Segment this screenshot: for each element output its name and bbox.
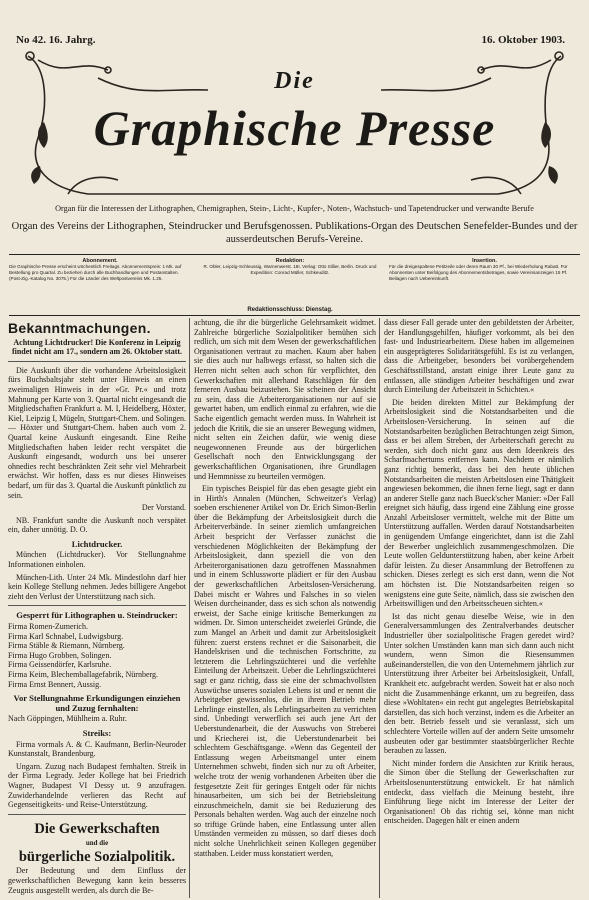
paragraph: München-Lith. Unter 24 Mk. Mindestlohn darf hier kein Kollege Stellung nehmen. Jedes billigere Angebot zieht den Verlust der Unterstützung nach sich.: [8, 572, 186, 601]
paragraph: Nach Göppingen, Mühlheim a. Ruhr.: [8, 714, 127, 724]
masthead-die: Die: [274, 68, 315, 94]
firm-list-item: Firma Romen-Zumerich.: [8, 622, 88, 632]
insertion-text: Für die dreigespaltene Petitzeile oder deren Raum 30 Pf., bei Wiederholung Rabatt. Für Abonnenten unter Beifolgung des Abonnementsbetrages, sowie Vereinsanzeigen 15 Pf. Beilagen nach Uebereinkunft.: [389, 264, 568, 281]
heading-gesperrt: Gesperrt für Lithographen u. Steindrucker:: [16, 610, 178, 621]
paragraph: Ist das nicht genau dieselbe Weise, wie in den Generalversammlungen des Zentralverbandes deutscher Industrieller über sozialpolitische Fragen geredet wird? Unter solchen Umständen kann man sich dann auch nicht wundern, wenn Simon die Riesensummen außeinanderstellen, die von den Unternehmern jährlich zur Unterstützung ihrer Arbeiter bei Arbeitslosigkeit, Unfall, Krankheit etc. aufgebracht werden. Soweit hat er also noch nicht die Zusammenhänge erkannt, um zu begreifen, dass diese »Wohltaten« ein recht gut angelegtes Betriebskapital darstellen, das sich hoch verzinst, indem es die Arbeiter an den betr. Betrieb fesselt und sie veranlasst, sich um schlechtere Vorteile willen auf der andern Seite umsomehr ausbeuten oder gar bestimmter staatsbürgerlicher Rechte berauben zu lassen.: [384, 611, 574, 756]
column-3: [384, 318, 574, 829]
paragraph: Firma vormals A. & C. Kaufmann, Berlin-Neuroder Kunstanstalt, Brandenburg.: [8, 739, 186, 759]
column-1: [8, 318, 186, 898]
paragraph: München (Lichtdrucker). Vor Stellungnahme Informationen einholen.: [8, 550, 186, 570]
firm-list-item: Firma Hugo Grobben, Solingen.: [8, 650, 112, 660]
masthead: [8, 48, 581, 200]
notice-achtung: Achtung Lichtdrucker! Die Konferenz in Leipzig findet nicht am 17., sondern am 26. Oktober statt.: [11, 337, 183, 357]
paragraph: Nicht minder fordern die Ansichten zur Kritik heraus, die Simon über die Stellung der Gewerkschaften zur Arbeitslosenunterstützung entwickelt. Er hat nämlich entdeckt, dass vielfach die Meinung besteht, ihre Einführung liege nicht im Interesse der Leiter der Organisationen! Ob das richtig sei, könne man nicht entscheiden. Dagegen hält er einen andern: [384, 758, 574, 826]
divider: [8, 605, 186, 606]
insertion-box: [389, 258, 580, 282]
heading-streiks: Streiks:: [82, 727, 112, 738]
column-rule: [379, 318, 380, 898]
column-2: [194, 318, 376, 861]
paragraph: achtung, die ihr die bürgerliche Gelehrsamkeit widmet. Zahlreiche bürgerliche Sozialpolitiker bemühen sich redlich, um sich mit dem Wesen der gewerkschaftlichen Organisationen vertraut zu machen. Kaum aber haben sie dies auch nur halbwegs erfasst, so halten sich die Herren nicht selten auch schon für verpflichtet, den Gewerkschaften mit allerhand Ratschlägen für den ferneren Ausbau beizustehen. Sie scheinen der Ansicht zu sein, dass die Arbeiterorganisationen nur auf sie gewartet haben, um endlich einmal zu erfahren, wie die Sache eigentlich gemacht werden muss. In Wahrheit ist jedoch die Kritik, die sie an unserer Bewegung widmen, nicht selten ein Zeichen dafür, wie wenig diese neugewonnenen Freunde aus der bürgerlichen Gesellschaft noch den Entwicklungsgang der gewerkschaftlichen Organisationen, ihre Grundlagen und Hemmnisse zu beurteilen vermögen.: [194, 318, 376, 481]
issue-line: [16, 34, 565, 48]
insertion-title: Insertion.: [472, 258, 497, 264]
heading-und-die: und die: [85, 838, 109, 847]
redaktion-title: Redaktion:: [275, 258, 305, 264]
signature-vorstand: Der Vorstand.: [141, 503, 186, 513]
paragraph: Ein typisches Beispiel für das eben gesagte giebt ein in Hirth's Annalen (München, Schweitzer's Verlag) soeben erschienener Artikel von Dr. Erich Simon-Berlin über die Bekämpfung der Arbeitslosigkeit durch die Arbeiterverbände. In seiner ziemlich umfangreichen Arbeit bespricht der Verfasser zunächst die verschiedenen Möglichkeiten der Bekämpfung der Arbeitslosigkeit, dann speziell die von den Arbeiterorganisationen dazu getroffenen Massnahmen und in einem Schlussworte plädiert er für den Ausbau der gewerkschaftlichen Arbeitslosen-Versicherung. Dabei mischt er Wahres und Falsches in so vielen Weisen durcheinander, dass es sich schon als notwendig erweist, der Sache einige kritische Bemerkungen zu widmen. Dr. Simon unterscheidet zweierlei Gründe, die zum Mangel an Arbeit und damit zur Arbeitslosigkeit führen: zuerst erstens rechnet er die Saisonarbeit, die Handelskrisen und die technischen Fortschritte, zu letzterem die Lehrlingszüchterei und die verfehlte Einteilung der Arbeitszeit. Ueber die Lehrlingszüchterei sagt er ganz richtig, dass sie eine der schmachvollsten Auswüchse unseres sozialen Lebens ist und er nennt die Arbeitgeber gewissenlos, die in ihrem Betrieb mehr Lehrlinge einstellen, als Lehrlingsarbeiten zu verrichten sind. Unbedingt verwerflich sei auch jene Art der Ueberstundenarbeit, die der Auswuchs von Streberei und Kriecherei ist, die Ueberstundenarbeit bei schlechtem Geschäftsgange. »Wenn das Gegenteil der Entlassung wegen Arbeitsmangel unter einem Unternehmen schwebt, finden sich nur zu oft Arbeiter, welche trotz der wenig vorhandenen Arbeiten über die festgesetzte Zeit für geringes Entgelt oder für nichts hinausarbeiten, um sich bei der Betriebsleitung einzuschmeicheln, damit sie bei Reduzierung des Personals behalten werden. Wag auch der einzelne noch so triftige Gründe haben, eine Entlassung unter allen Umständen vermeiden zu müssen, so darf dieses doch nicht solche Unehrlichkeit seinen Kollegen gegenüber statthaben. Leider muss konstatiert werden,: [194, 484, 376, 858]
paragraph: Ungarn. Zuzug nach Budapest fernhalten. Streik in der Firma Legrady. Jeder Kollege hat bei Friedrich Wagner, Budapest VI Dessy ut. 9 anzufragen. Zuwiderhandelnde verlieren das Recht auf Gegenseitigkeits- und Reise-Unterstützung.: [8, 761, 186, 810]
heading-bekanntmachungen: Bekanntmachungen.: [8, 320, 151, 336]
heading-lichtdrucker: Lichtdrucker.: [71, 538, 123, 549]
organ-line-2: Organ des Vereins der Lithographen, Steindrucker und Berufsgenossen. Publikations-Organ des Deutschen Senefelder-Bundes und der ausserdeutschen Berufs-Vereine.: [11, 221, 578, 245]
paragraph: Der Bedeutung und dem Einfluss der gewerkschaftlichen Bewegung kann kein besseres Zeugnis ausgestellt werden, als durch die Be-: [8, 866, 186, 895]
column-rule: [189, 318, 190, 898]
paragraph-nb: NB. Frankfurt sandte die Auskunft noch verspätet ein, daher unnötig. D. O.: [8, 515, 186, 535]
redaktion-text: R. Obler, Leipzig-Schleussig, Warnenwerst. 18I. Verlag: Otto Sillier, Berlin. Druck und Expedition: Conrad Müller, Schkeuditz.: [203, 264, 377, 275]
issue-date: 16. Oktober 1903.: [481, 34, 565, 46]
abonnement-text: Die Graphische Presse erscheint wöchentlich Freitags. Abonnementspreis: 1 Mk. auf Bestellung pro Quartal. Zu beziehen durch alle Buchhandlungen und Postanstalten. (Post-Zig.-Katalog No. 3075.) Für die Länder des Weltpostvereins Mk. 1.25.: [9, 264, 182, 281]
issue-number: No 42. 16. Jahrg.: [16, 34, 96, 46]
heading-gewerkschaften: Die Gewerkschaften: [34, 820, 160, 837]
firm-list-item: Firma Karl Schnabel, Ludwigsburg.: [8, 631, 124, 641]
firm-list-item: Firma Geissendörfer, Karlsruhe.: [8, 660, 112, 670]
abonnement-box: [9, 258, 191, 282]
paragraph: Die beiden direkten Mittel zur Bekämpfung der Arbeitslosigkeit sind die Notstandsarbeiten und die Arbeitslosen-Versicherung. In seinen auf die Notstandsarbeiten bezüglichen Betrachtungen zeigt Simon, dass er bei allem Streben, der Arbeiterschaft gerecht zu werden, sich doch nicht ganz aus dem Ideenkreis des Scharfmachertums entfernen kann. Nachdem er nämlich ganz richtig bemerkt, dass bei den heute üblichen Notstandsarbeiten die meisten Arbeitslosen eine Thätigkeit angewiesen bekommen, die ihnen ferne liegt, sagt er dann an anderer Stelle ganz nach Bueck'scher Manier: »Der Fall ereignet sich häufig, dass irgend eine Zählung eine grosse Anzahl Arbeitsloser vermittelt, welche mit der Bitte um Unterstützung auffallen. Werden darauf Notstandsarbeiten in genügendem Umfange eingerichtet, dann ist die Zahl der Bewerber ungleichlich zusammengeschmolzen. Die Leute wollen Geldunterstützung haben, aber keine Arbeit dafür leisten. Zu dieser Ansammlung der Betroffenen zu schicken. Dieses zerlegt es sich erst dann, wenn die Not am höchsten ist. Die Notstandsarbeiten reigen so wenigstens eine gute Seite, nämlich, dass sie zwischen den Arbeitswilligen und den Arbeitsscheuen sichten.«: [384, 397, 574, 609]
divider: [8, 361, 186, 362]
redaktionsschluss: Redaktionsschluss: Dienstag.: [247, 307, 333, 313]
masthead-title: Graphische Presse: [93, 100, 496, 156]
paragraph: dass dieser Fall gerade unter den gebildetsten der Arbeiter, der Handlungsgehilfen, häufiger vorkommt, als bei den fast- und Industriearbeitern. Diese haben im allgemeinen ein ausgeprägteres Solidaritätsgefühl. Es ist zu verlangen, dass die Arbeitgeber, besonders bei vorübergehendem Geschäftsstillstand, anstatt einige ihrer Leute ganz zu entlassen, alle ständigen Arbeiter beschäftigen und zwar durch Einteilung der Arbeitszeit in Schichten.«: [384, 318, 574, 395]
redaktion-box: [197, 258, 383, 276]
masthead-title-block: [78, 68, 511, 178]
firm-list-item: Firma Stäble & Riemann, Nürnberg.: [8, 641, 125, 651]
organ-line-1: Organ für die Interessen der Lithographen, Chemigraphen, Stein-, Licht-, Kupfer-, Noten-, Wachstuch- und Tapetendrucker und verwandte Berufe: [55, 204, 534, 213]
divider: [8, 814, 186, 815]
info-bar: [9, 254, 580, 316]
firm-list-item: Firma Ernst Bennert, Aussig.: [8, 679, 102, 689]
abonnement-title: Abonnement.: [82, 258, 118, 264]
firm-list-item: Firma Keim, Blechemballagefabrik, Nürnberg.: [8, 670, 159, 679]
heading-sozialpolitik: bürgerliche Sozialpolitik.: [18, 849, 176, 866]
heading-erkundigungen: Vor Stellungnahme Erkundigungen einziehen und Zuzug fernhalten:: [13, 693, 181, 713]
paragraph: Die Auskunft über die vorhandene Arbeitslosigkeit fürs Buchsbaltsjahr steht unter Hinweis an einen zweimaligen Hinweis in der »Gr. Pr.« und trotz Mahnung per Karte von 3. Quartal nicht eingesandt die Mitgliedschaften Frankfurt a. M. I, Heidelberg, Höxter, Kiel, Leipzig I, Mügeln, Stuttgart-Chem. und Solingen. — Höxter und Stuttgart-Chem. haben auch vom 2. Quartal keine Auskunft eingesandt. Eine Reihe Mitgliedschaften haben leider recht verspätet die Auskunft eingesandt, wodurch uns bei unserer ohnedies recht beschränkten Zeit sehr viel Mehrarbeit erwächst. Wir hoffen, dass es nur dieses Hinweises bedarf, um für das 3. Quartal die Auskunft pünktlich zu sein.: [8, 365, 186, 500]
